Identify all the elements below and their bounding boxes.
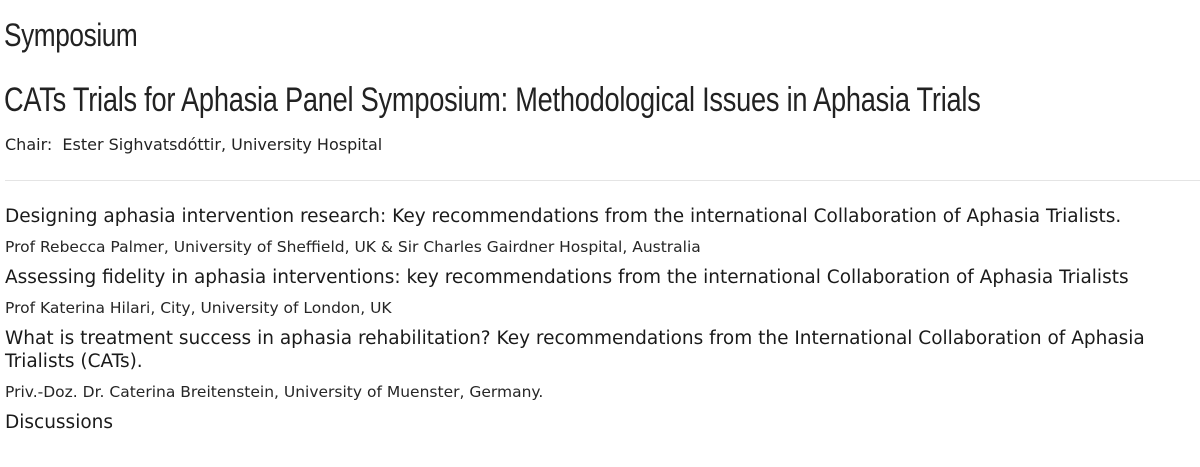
- talk-list: [5, 205, 1195, 434]
- session-category: Symposium: [4, 17, 138, 53]
- discussions-label: Discussions: [5, 412, 114, 433]
- discussions-item: [5, 411, 1195, 434]
- talk-speaker: Priv.-Doz. Dr. Caterina Breitenstein, University of Muenster, Germany.: [5, 383, 544, 401]
- talk-item: [5, 327, 1195, 403]
- chair-label: Chair:: [5, 135, 53, 154]
- talk-item: [5, 266, 1195, 319]
- talk-title: What is treatment success in aphasia rehabilitation? Key recommendations from the International Collaboration of Aphasia Trialists (CATs).: [5, 328, 1145, 372]
- talk-speaker: Prof Katerina Hilari, City, University of London, UK: [5, 299, 392, 317]
- talk-item: [5, 205, 1195, 258]
- session-chair: [5, 134, 382, 156]
- talk-title: Assessing fidelity in aphasia interventions: key recommendations from the international Collaboration of Aphasia Trialists: [5, 267, 1129, 288]
- session-title: CATs Trials for Aphasia Panel Symposium: Methodological Issues in Aphasia Trials: [4, 81, 981, 119]
- talk-title: Designing aphasia intervention research: Key recommendations from the international Collaboration of Aphasia Trialists.: [5, 206, 1122, 227]
- chair-name: Ester Sighvatsdóttir, University Hospital: [62, 135, 383, 154]
- talk-speaker: Prof Rebecca Palmer, University of Sheffield, UK & Sir Charles Gairdner Hospital, Australia: [5, 238, 701, 256]
- section-divider: [5, 180, 1200, 181]
